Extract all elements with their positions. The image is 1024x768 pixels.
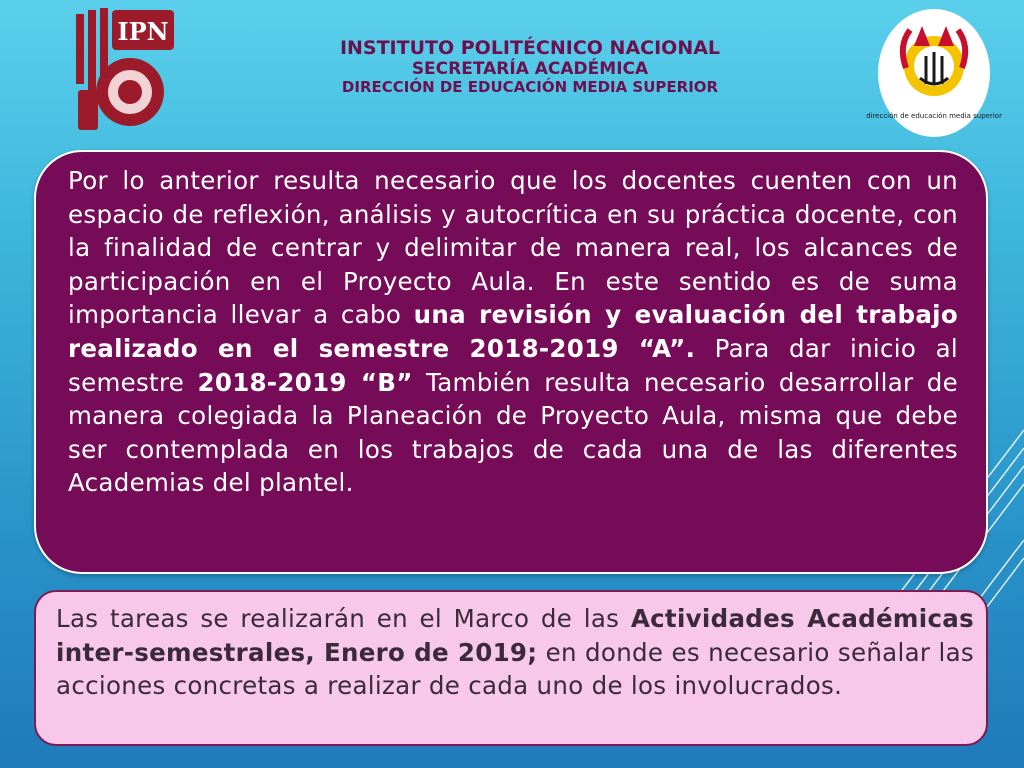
secondary-text-1: Las tareas se realizarán en el Marco de las (56, 604, 631, 633)
main-paragraph (68, 164, 958, 500)
secondary-paragraph (56, 602, 974, 703)
dems-logo-text: dirección de educación media superior (866, 112, 1002, 120)
slide-header (260, 38, 800, 97)
secondary-text-2: en donde es necesario señalar las acciones concretas a realizar de cada uno de los involucrados. (56, 637, 974, 700)
main-bold-2: 2018-2019 “B” (197, 367, 413, 397)
main-text-1: Por lo anterior resulta necesario que los docentes cuenten con un espacio de reflexión, análisis y autocrítica en su práctica docente, con la finalidad de centrar y delimitar de manera real, los alcances de participación en el Proyecto Aula. En este sentido es de suma importancia llevar a cabo (68, 166, 958, 330)
ipn-logo-text: IPN (117, 17, 169, 46)
secondary-bold-1: Actividades Académicas inter-semestrales, Enero de 2019; (56, 604, 975, 667)
secondary-content-box (34, 590, 988, 746)
direccion-name: DIRECCIÓN DE EDUCACIÓN MEDIA SUPERIOR (341, 78, 719, 97)
main-text-3: También resulta necesario desarrollar de manera colegiada la Planeación de Proyecto Aula, misma que debe ser contemplada en los trabajos de cada una de las diferentes Academias del plantel. (68, 367, 958, 498)
main-bold-1: una revisión y evaluación del trabajo realizado en el semestre 2018-2019 “A”. (68, 300, 958, 363)
dems-logo (866, 6, 1002, 140)
main-text-2: Para dar inicio al semestre (68, 333, 958, 397)
ipn-logo (72, 6, 176, 134)
institution-name: INSTITUTO POLITÉCNICO NACIONAL (339, 37, 721, 59)
main-content-box (34, 150, 988, 574)
secretaria-name: SECRETARÍA ACADÉMICA (411, 58, 649, 79)
